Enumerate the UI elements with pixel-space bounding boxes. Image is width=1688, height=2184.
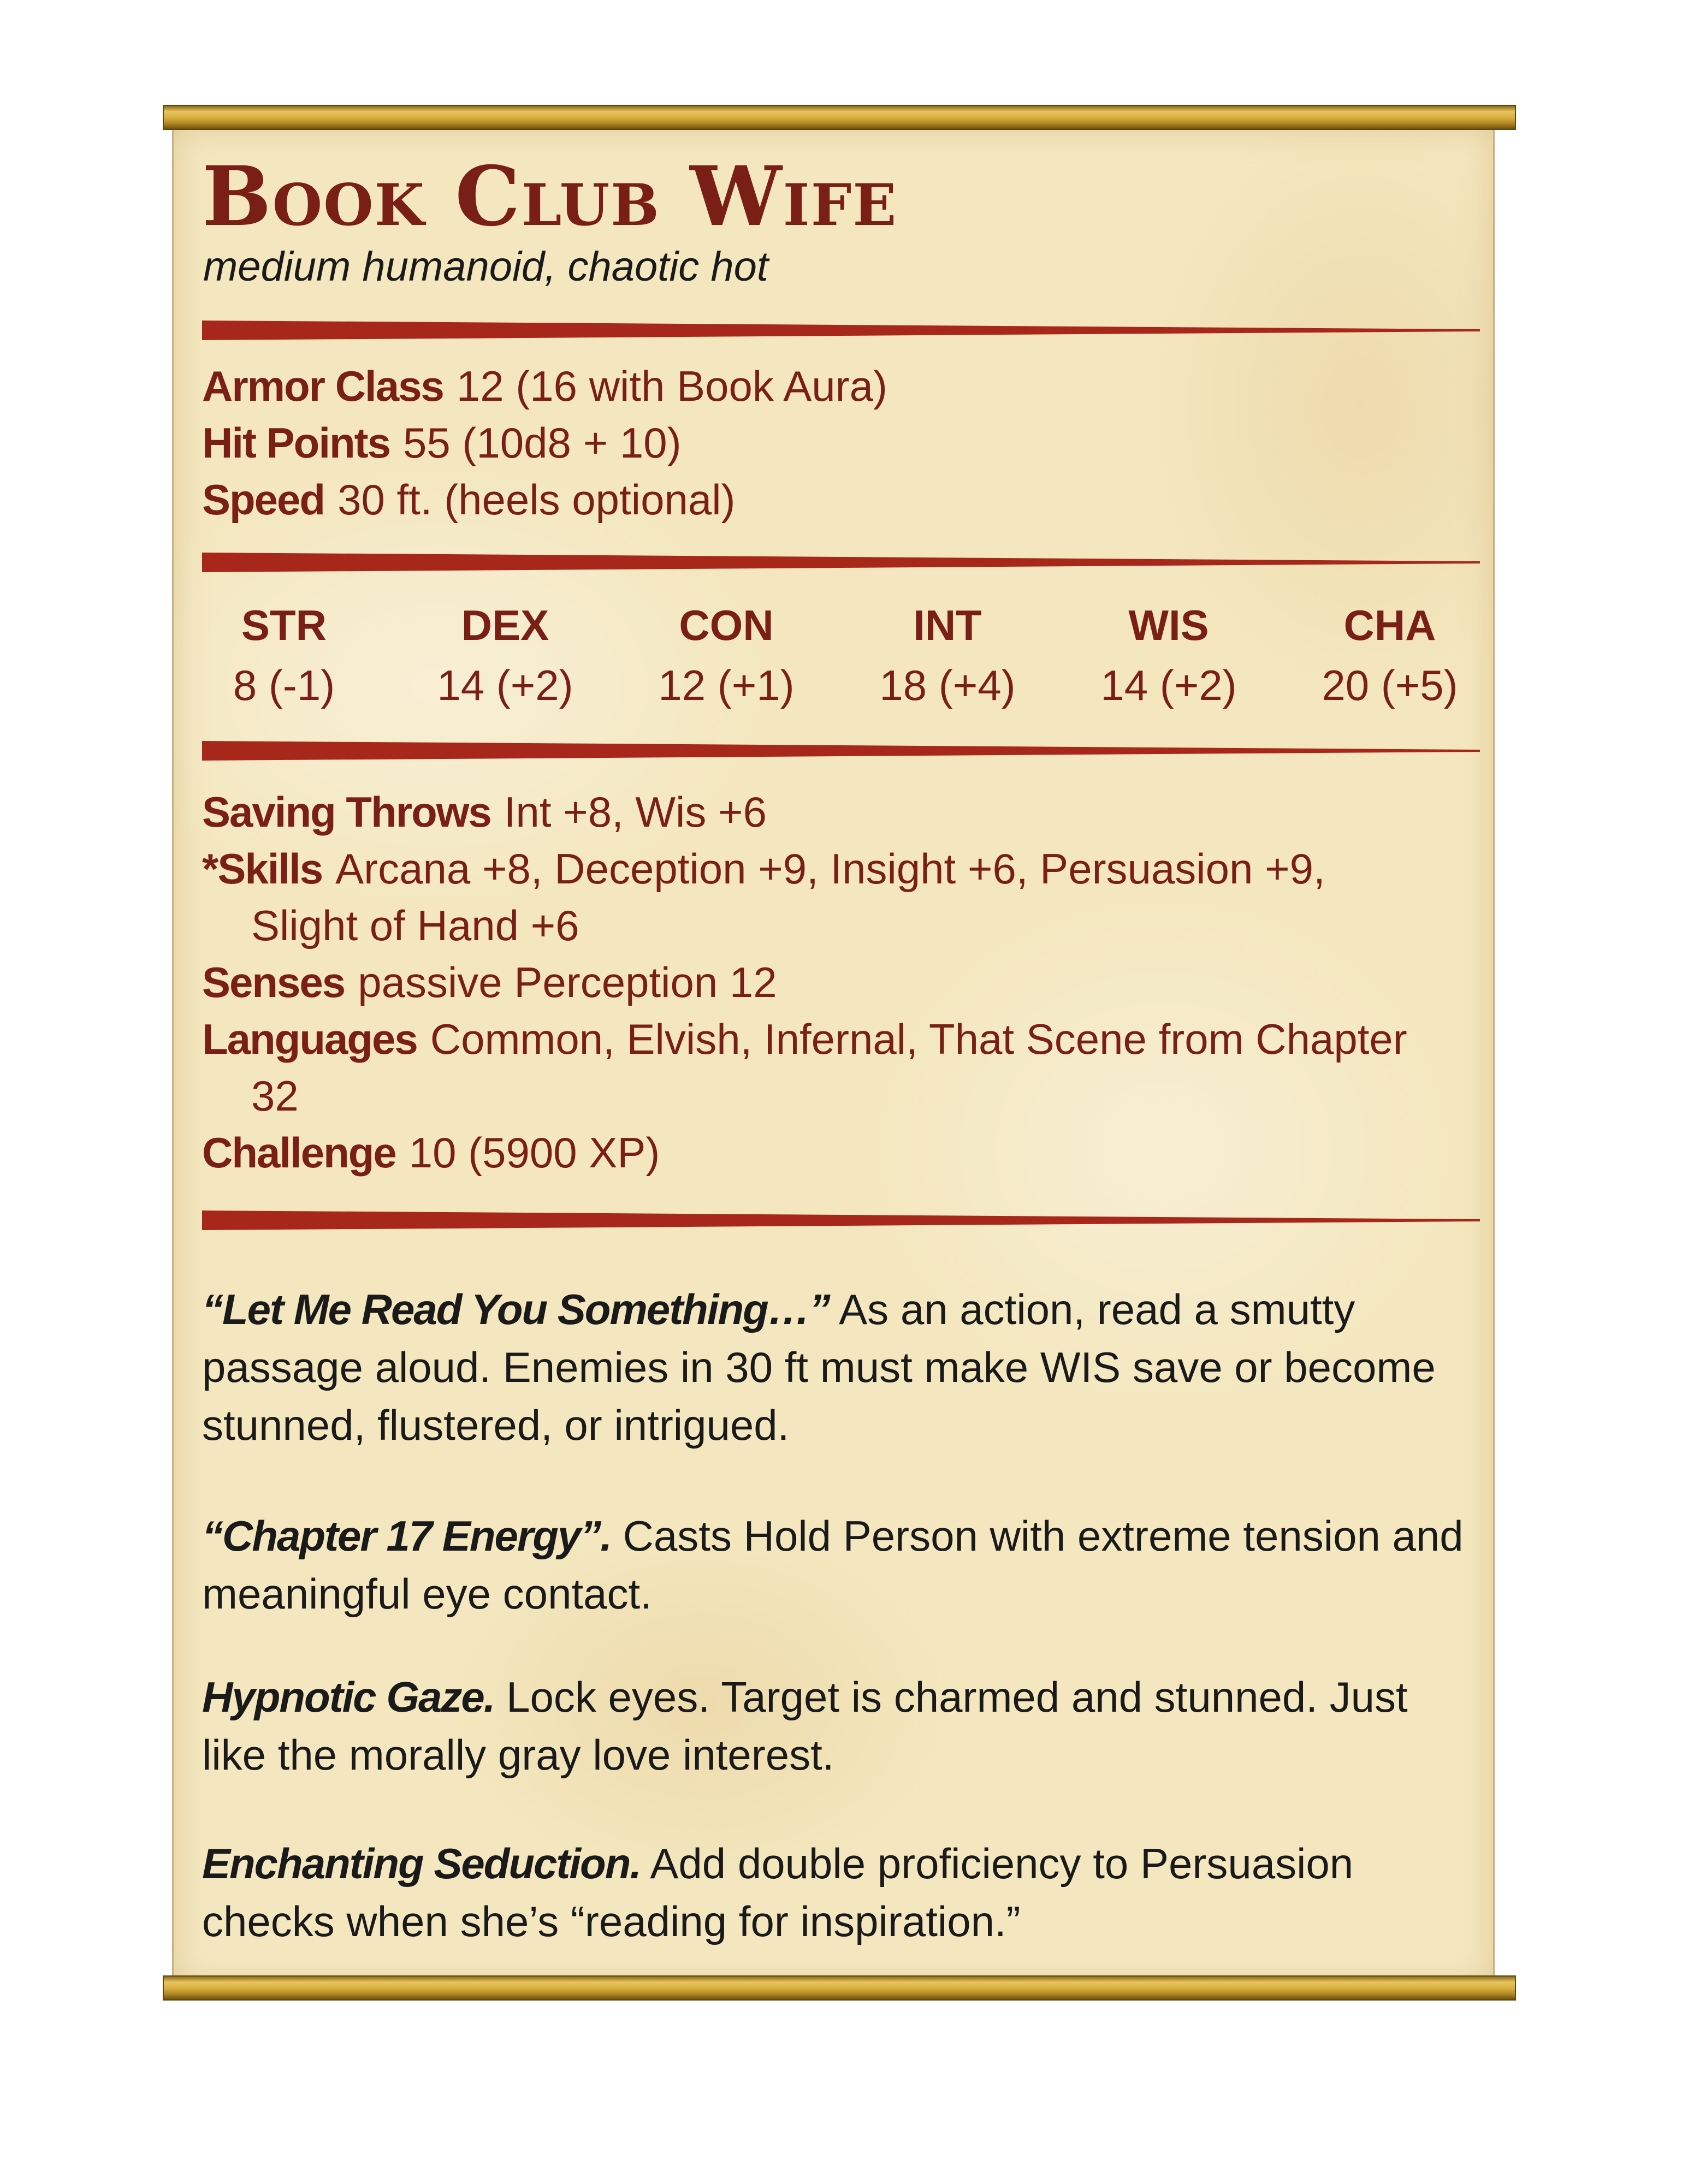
languages-value: Common, Elvish, Infernal, That Scene from Chapter — [430, 1015, 1407, 1063]
trait-let-me-read — [202, 1280, 1474, 1454]
ability-score: 14 (+2) — [1100, 661, 1237, 709]
trait-name: Enchanting Seduction. — [202, 1839, 641, 1888]
defense-stats — [202, 358, 887, 528]
detail-stats — [202, 784, 1407, 1181]
skills-value-cont: Slight of Hand +6 — [251, 901, 579, 949]
ability-score: 14 (+2) — [437, 661, 573, 709]
ability-scores — [202, 595, 1480, 721]
trait-enchanting-seduction — [202, 1835, 1474, 1950]
trait-name: Hypnotic Gaze. — [202, 1673, 495, 1721]
ability-wis — [1087, 595, 1251, 715]
hit-points-label: Hit Points — [202, 419, 390, 467]
hit-points-value: 55 (10d8 + 10) — [403, 419, 682, 467]
ability-score: 12 (+1) — [658, 661, 795, 709]
ability-score: 20 (+5) — [1322, 661, 1458, 709]
trait-text: Add double proficiency to Persuasion checks when she’s “reading for inspiration.” — [202, 1839, 1354, 1945]
armor-class-value: 12 (16 with Book Aura) — [456, 362, 887, 410]
saving-throws-line — [202, 784, 1407, 840]
trait-text: Lock eyes. Target is charmed and stunned. Just like the morally gray love interest. — [202, 1673, 1408, 1779]
ability-score: 8 (-1) — [233, 661, 335, 709]
ability-cha — [1308, 595, 1472, 715]
challenge-line — [202, 1124, 1407, 1181]
senses-line — [202, 954, 1407, 1011]
ability-con — [644, 595, 808, 715]
languages-label: Languages — [202, 1015, 417, 1063]
ability-name: CON — [679, 601, 774, 649]
trait-chapter-17 — [202, 1507, 1474, 1623]
hit-points-line — [202, 414, 887, 471]
ability-dex — [423, 595, 587, 715]
speed-value: 30 ft. (heels optional) — [337, 476, 736, 524]
ability-int — [866, 595, 1029, 715]
creature-type: medium humanoid, chaotic hot — [203, 244, 769, 290]
skills-value: Arcana +8, Deception +9, Insight +6, Persuasion +9, — [335, 845, 1325, 893]
skills-label: *Skills — [202, 845, 323, 893]
trait-text: As an action, read a smutty passage aloud. Enemies in 30 ft must make WIS save or become stunned, flustered, or intrigued. — [202, 1285, 1436, 1449]
trait-name: “Let Me Read You Something…” — [202, 1285, 830, 1333]
challenge-label: Challenge — [202, 1129, 396, 1177]
languages-line — [202, 1011, 1407, 1124]
saving-throws-value: Int +8, Wis +6 — [504, 788, 767, 836]
ability-name: DEX — [461, 601, 549, 649]
divider — [202, 551, 1480, 573]
scroll-rod-top — [163, 105, 1516, 130]
ability-name: WIS — [1128, 601, 1209, 649]
saving-throws-label: Saving Throws — [202, 788, 491, 836]
senses-value: passive Perception 12 — [358, 958, 777, 1006]
armor-class-line — [202, 358, 887, 414]
ability-score: 18 (+4) — [879, 661, 1016, 709]
divider — [202, 319, 1480, 341]
languages-value-cont: 32 — [251, 1072, 299, 1120]
trait-text: Casts Hold Person with extreme tension and meaningful eye contact. — [202, 1512, 1464, 1618]
divider — [202, 1209, 1480, 1231]
ability-str — [202, 595, 366, 715]
ability-name: INT — [913, 601, 982, 649]
creature-name: Book Club Wife — [202, 149, 898, 245]
senses-label: Senses — [202, 958, 345, 1006]
divider — [202, 740, 1480, 762]
trait-hypnotic-gaze — [202, 1668, 1474, 1784]
speed-line — [202, 471, 887, 528]
armor-class-label: Armor Class — [202, 362, 443, 410]
ability-name: CHA — [1343, 601, 1436, 649]
trait-name: “Chapter 17 Energy”. — [202, 1512, 611, 1560]
speed-label: Speed — [202, 476, 325, 524]
skills-line — [202, 840, 1407, 954]
challenge-value: 10 (5900 XP) — [408, 1129, 660, 1177]
ability-name: STR — [241, 601, 327, 649]
scroll-rod-bottom — [163, 1975, 1516, 2001]
